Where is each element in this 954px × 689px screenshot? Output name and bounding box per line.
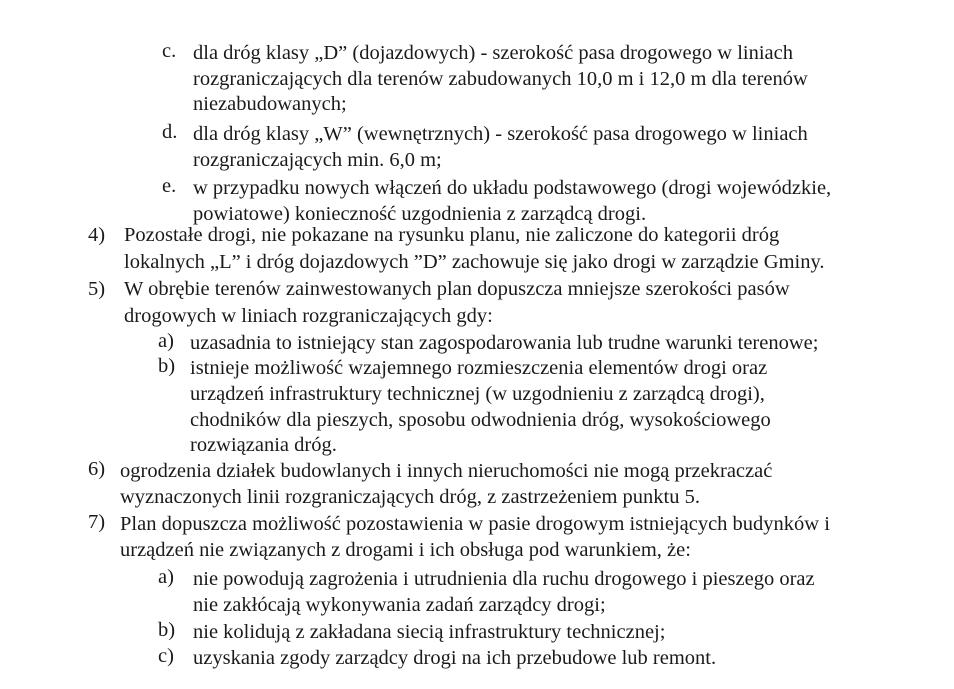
item-line: rozgraniczających min. 6,0 m;	[193, 149, 442, 171]
item-line: wyznaczonych linii rozgraniczających dróg, z zastrzeżeniem punktu 5.	[120, 486, 700, 508]
item-marker: a)	[158, 330, 174, 352]
item-marker: d.	[162, 121, 178, 143]
item-marker: e.	[162, 175, 177, 197]
item-marker: 7)	[88, 511, 106, 533]
item-line: urządzeń infrastruktury technicznej (w uzgodnieniu z zarządcą drogi),	[190, 383, 765, 405]
item-line: istnieje możliwość wzajemnego rozmieszczenia elementów drogi oraz	[190, 357, 768, 379]
item-marker: b)	[158, 619, 176, 641]
item-line: powiatowe) konieczność uzgodnienia z zarządcą drogi.	[193, 203, 647, 225]
item-line: nie powodują zagrożenia i utrudnienia dla ruchu drogowego i pieszego oraz	[193, 568, 815, 590]
item-line: lokalnych „L” i dróg dojazdowych ”D” zachowuje się jako drogi w zarządzie Gminy.	[124, 251, 825, 273]
item-line: urządzeń nie związanych z drogami i ich obsługa pod warunkiem, że:	[120, 539, 691, 561]
item-marker: 6)	[88, 458, 106, 480]
item-line: dla dróg klasy „D” (dojazdowych) - szerokość pasa drogowego w liniach	[193, 42, 793, 64]
item-marker: c.	[162, 40, 177, 62]
item-marker: c)	[158, 645, 174, 667]
item-marker: 5)	[88, 278, 106, 300]
item-line: rozgraniczających dla terenów zabudowanych 10,0 m i 12,0 m dla terenów	[193, 68, 808, 90]
item-line: nie zakłócają wykonywania zadań zarządcy drogi;	[193, 594, 606, 616]
item-marker: b)	[158, 355, 176, 377]
item-line: Pozostałe drogi, nie pokazane na rysunku planu, nie zaliczone do kategorii dróg	[124, 224, 780, 246]
item-line: niezabudowanych;	[193, 93, 347, 115]
item-line: rozwiązania dróg.	[190, 434, 337, 456]
item-marker: a)	[158, 566, 174, 588]
item-line: W obrębie terenów zainwestowanych plan dopuszcza mniejsze szerokości pasów	[124, 278, 790, 300]
item-line: ogrodzenia działek budowlanych i innych nieruchomości nie mogą przekraczać	[120, 460, 773, 482]
item-line: nie kolidują z zakładana siecią infrastruktury technicznej;	[193, 621, 666, 643]
item-line: dla dróg klasy „W” (wewnętrznych) - szerokość pasa drogowego w liniach	[193, 123, 808, 145]
item-line: w przypadku nowych włączeń do układu podstawowego (drogi wojewódzkie,	[193, 177, 832, 199]
item-line: Plan dopuszcza możliwość pozostawienia w pasie drogowym istniejących budynków i	[120, 513, 830, 535]
item-marker: 4)	[88, 224, 106, 246]
item-line: uzasadnia to istniejący stan zagospodarowania lub trudne warunki terenowe;	[190, 332, 819, 354]
item-line: uzyskania zgody zarządcy drogi na ich przebudowe lub remont.	[193, 647, 717, 669]
item-line: drogowych w liniach rozgraniczających gdy:	[124, 305, 493, 327]
item-line: chodników dla pieszych, sposobu odwodnienia dróg, wysokościowego	[190, 409, 771, 431]
